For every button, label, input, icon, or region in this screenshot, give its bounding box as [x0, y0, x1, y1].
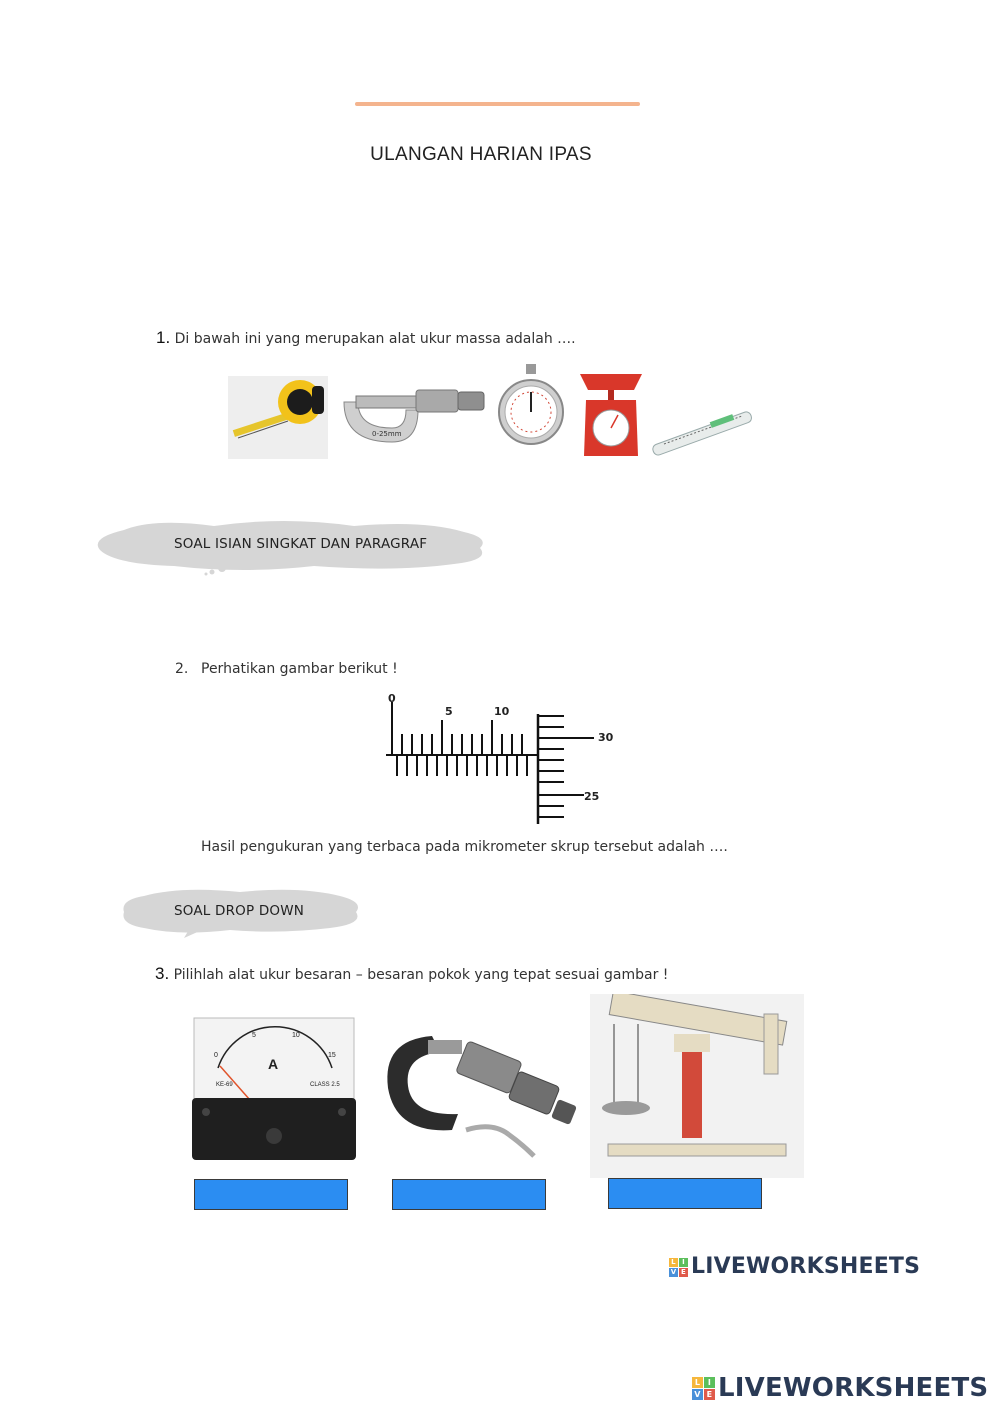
ammeter-scale-0: 0: [214, 1052, 218, 1059]
dropdown-answer-3[interactable]: [608, 1178, 762, 1209]
question-number: 3.: [155, 964, 170, 983]
ammeter-unit: A: [268, 1056, 279, 1072]
question-3: [155, 964, 668, 984]
logo-letter-l: L: [669, 1258, 678, 1267]
question-text: Di bawah ini yang merupakan alat ukur massa adalah ….: [174, 331, 576, 347]
question-2-number: 2.: [175, 661, 189, 677]
micrometer-scale-diagram: [380, 690, 630, 830]
micrometer-image-2: [382, 1026, 588, 1160]
svg-text:0-25mm: 0-25mm: [372, 430, 402, 438]
question-text: Pilihlah alat ukur besaran – besaran pokok yang tepat sesuai gambar !: [173, 967, 669, 983]
thimble-label-25: 25: [584, 790, 600, 803]
logo-letter-i: I: [679, 1258, 688, 1267]
page-title: ULANGAN HARIAN IPAS: [370, 144, 592, 165]
ammeter-image: [192, 1016, 356, 1160]
section-label-2: SOAL DROP DOWN: [174, 903, 305, 919]
logo-mark: [692, 1377, 715, 1400]
section-label: SOAL ISIAN SINGKAT DAN PARAGRAF: [174, 536, 428, 552]
logo-text: LIVEWORKSHEETS: [691, 1254, 921, 1279]
question-number: 1.: [156, 328, 171, 347]
kitchen-scale-image: [578, 370, 644, 460]
ammeter-scale-10: 10: [292, 1032, 300, 1039]
logo-mark: [669, 1258, 688, 1277]
stopwatch-image: [496, 364, 566, 454]
scale-label-10: 10: [494, 705, 510, 718]
dropdown-answer-2[interactable]: [392, 1179, 546, 1210]
question-2-text: Perhatikan gambar berikut !: [201, 661, 398, 677]
logo-letter-i: I: [704, 1377, 715, 1388]
liveworksheets-logo: [669, 1254, 920, 1279]
logo-letter-l: L: [692, 1377, 703, 1388]
logo-text: LIVEWORKSHEETS: [718, 1373, 989, 1403]
question-2-caption: Hasil pengukuran yang terbaca pada mikrometer skrup tersebut adalah ….: [201, 839, 728, 855]
dropdown-answer-1[interactable]: [194, 1179, 348, 1210]
logo-letter-e: E: [679, 1268, 688, 1277]
thimble-label-30: 30: [598, 731, 614, 744]
logo-letter-v: V: [692, 1389, 703, 1400]
scale-label-5: 5: [445, 705, 453, 718]
thermometer-image: [646, 410, 758, 460]
header-accent-line: [355, 102, 640, 106]
ammeter-scale-5: 5: [252, 1032, 256, 1039]
question-1: [156, 328, 576, 348]
ammeter-brand: KE-69: [216, 1082, 233, 1088]
micrometer-image: [334, 376, 490, 452]
triple-beam-balance-image: [590, 994, 804, 1178]
logo-letter-e: E: [704, 1389, 715, 1400]
logo-letter-v: V: [670, 1267, 677, 1276]
scale-label-0: 0: [388, 692, 396, 705]
tape-measure-image: [228, 376, 328, 459]
ammeter-scale-15: 15: [328, 1052, 336, 1059]
ammeter-class: CLASS 2.5: [310, 1082, 340, 1088]
liveworksheets-footer-logo: [692, 1373, 988, 1403]
